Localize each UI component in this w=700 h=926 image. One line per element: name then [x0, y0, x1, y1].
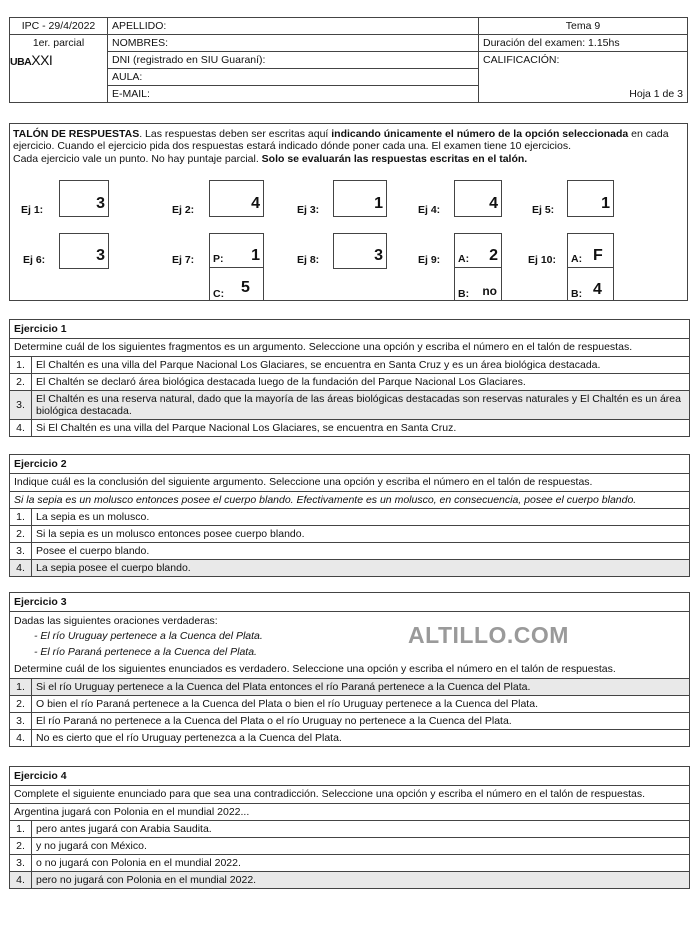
ej10-label: Ej 10:	[528, 254, 557, 266]
ej1-label: Ej 1:	[21, 204, 44, 216]
exercise-3-option-4[interactable]: 4. No es cierto que el río Uruguay pertenezca a la Cuenca del Plata.	[10, 730, 689, 746]
duracion-label: Duración del examen: 1.15hs	[479, 35, 688, 52]
exercise-2-option-4[interactable]: 4. La sepia posee el cuerpo blando.	[10, 560, 689, 576]
exam-header	[9, 17, 688, 103]
answer-sheet-instructions: TALÓN DE RESPUESTAS. Las respuestas deben ser escritas aquí indicando únicamente el número de la opción seleccionada en cada ejercicio. Cuando el ejercicio pida dos respuestas estará indicado dónde poner cada una. El examen tiene 10 ejercicios. Cada ejercicio vale un punto. No hay puntaje parcial. Solo se evaluarán las respuestas escritas en el talón.	[13, 128, 669, 165]
ej8-answer: 3	[374, 247, 383, 264]
ej10-b-answer-box[interactable]	[567, 267, 614, 301]
email-field[interactable]: E-MAIL:	[108, 86, 479, 103]
ej2-label: Ej 2:	[172, 204, 195, 216]
ej2-answer-box[interactable]	[209, 180, 264, 217]
apellido-field[interactable]: APELLIDO:	[108, 18, 479, 35]
ej4-label: Ej 4:	[418, 204, 441, 216]
ej3-answer: 1	[374, 195, 383, 212]
aula-field[interactable]: AULA:	[108, 69, 479, 86]
ej1-answer: 3	[96, 195, 105, 212]
exercise-1-prompt: Determine cuál de los siguientes fragmentos es un argumento. Seleccione una opción y escriba el número en el talón de respuestas.	[10, 339, 689, 357]
ej10-a-label: A:	[571, 253, 583, 265]
ej6-answer: 3	[96, 247, 105, 264]
ej3-answer-box[interactable]	[333, 180, 387, 217]
exercise-4-option-1[interactable]: 1. pero antes jugará con Arabia Saudita.	[10, 821, 689, 838]
dni-field[interactable]: DNI (registrado en SIU Guaraní):	[108, 52, 479, 69]
exercise-3-option-2[interactable]: 2. O bien el río Paraná pertenece a la Cuenca del Plata o bien el río Uruguay pertenece a la Cuenca del Plata.	[10, 696, 689, 713]
exercise-4-title: Ejercicio 4	[10, 767, 689, 786]
ej5-label: Ej 5:	[532, 204, 555, 216]
exercise-4	[9, 766, 690, 889]
exercise-3-prompt: Dadas las siguientes oraciones verdaderas:	[14, 615, 218, 627]
ej7-p-answer: 1	[251, 247, 260, 264]
answer-sheet	[9, 123, 688, 301]
exercise-3	[9, 592, 690, 747]
exercise-3-option-3[interactable]: 3. El río Paraná no pertenece a la Cuenca del Plata o el río Uruguay no pertenece a la Cuenca del Plata.	[10, 713, 689, 730]
altillo-watermark: ALTILLO.COM	[408, 622, 569, 648]
ej9-b-label: B:	[458, 288, 470, 300]
exercise-1	[9, 319, 690, 437]
calificacion-label: CALIFICACIÓN:	[479, 52, 688, 69]
ej2-answer: 4	[251, 195, 260, 212]
exercise-3-prompt-2: Determine cuál de los siguientes enunciados es verdadero. Seleccione una opción y escriba el número en el talón de respuestas.	[10, 661, 689, 679]
ej10-a-answer: F	[593, 247, 603, 264]
exercise-2-prompt: Indique cuál es la conclusión del siguiente argumento. Seleccione una opción y escriba el número en el talón de respuestas.	[10, 474, 689, 492]
exercise-4-option-2[interactable]: 2. y no jugará con México.	[10, 838, 689, 855]
ej10-a-answer-box[interactable]	[567, 233, 614, 269]
exercise-4-stem: Argentina jugará con Polonia en el mundial 2022...	[10, 804, 689, 822]
ej10-b-answer: 4	[593, 281, 602, 298]
ej1-answer-box[interactable]	[59, 180, 109, 217]
ej6-label: Ej 6:	[23, 254, 46, 266]
exercise-2-title: Ejercicio 2	[10, 455, 689, 474]
exercise-2-option-2[interactable]: 2. Si la sepia es un molusco entonces posee cuerpo blando.	[10, 526, 689, 543]
exercise-2-argument: Si la sepia es un molusco entonces posee el cuerpo blando. Efectivamente es un molusco, en consecuencia, posee el cuerpo blando.	[10, 492, 689, 510]
exercise-1-option-4[interactable]: 4. Si El Chaltén es una villa del Parque Nacional Los Glaciares, se encuentra en Santa Cruz.	[10, 420, 689, 436]
nombres-field[interactable]: NOMBRES:	[108, 35, 479, 52]
exercise-2	[9, 454, 690, 577]
exercise-4-option-3[interactable]: 3. o no jugará con Polonia en el mundial 2022.	[10, 855, 689, 872]
exercise-3-premise-2: - El río Paraná pertenece a la Cuenca del Plata.	[34, 646, 257, 658]
ej7-p-label: P:	[213, 253, 224, 265]
ej3-label: Ej 3:	[297, 204, 320, 216]
ej4-answer-box[interactable]	[454, 180, 502, 217]
ej9-a-label: A:	[458, 253, 470, 265]
ej7-c-label: C:	[213, 288, 225, 300]
ej8-answer-box[interactable]	[333, 233, 387, 269]
ej7-label: Ej 7:	[172, 254, 195, 266]
ej7-p-answer-box[interactable]	[209, 233, 264, 269]
exercise-1-option-1[interactable]: 1. El Chaltén es una villa del Parque Nacional Los Glaciares, se encuentra en Santa Cruz y es un área biológica destacada.	[10, 357, 689, 374]
exercise-3-option-1[interactable]: 1. Si el río Uruguay pertenece a la Cuenca del Plata entonces el río Paraná pertenece a la Cuenca del Plata.	[10, 679, 689, 696]
ej5-answer: 1	[601, 195, 610, 212]
exercise-1-option-2[interactable]: 2. El Chaltén se declaró área biológica destacada luego de la fundación del Parque Nacional Los Glaciares.	[10, 374, 689, 391]
hoja-label: Hoja 1 de 3	[479, 86, 688, 103]
exercise-4-option-4[interactable]: 4. pero no jugará con Polonia en el mundial 2022.	[10, 872, 689, 888]
ej6-answer-box[interactable]	[59, 233, 109, 269]
ej5-answer-box[interactable]	[567, 180, 614, 217]
ej7-c-answer: 5	[241, 279, 250, 296]
ej4-answer: 4	[489, 195, 498, 212]
ej7-c-answer-box[interactable]	[209, 267, 264, 301]
exercise-3-premise-1: - El río Uruguay pertenece a la Cuenca del Plata.	[34, 630, 263, 642]
exercise-3-title: Ejercicio 3	[10, 593, 689, 612]
ej9-b-answer: no	[482, 284, 497, 298]
ej10-b-label: B:	[571, 288, 583, 300]
exam-date: IPC - 29/4/2022	[10, 18, 108, 35]
exercise-2-option-3[interactable]: 3. Posee el cuerpo blando.	[10, 543, 689, 560]
exercise-4-prompt: Complete el siguiente enunciado para que sea una contradicción. Seleccione una opción y escriba el número en el talón de respuestas.	[10, 786, 689, 804]
ej9-b-answer-box[interactable]	[454, 267, 502, 301]
ej9-a-answer: 2	[489, 247, 498, 264]
ej9-a-answer-box[interactable]	[454, 233, 502, 269]
uba-xxi-logo: UBAXXI	[10, 52, 108, 69]
exercise-2-option-1[interactable]: 1. La sepia es un molusco.	[10, 509, 689, 526]
tema-label: Tema 9	[479, 18, 688, 35]
exercise-1-title: Ejercicio 1	[10, 320, 689, 339]
parcial-label: 1er. parcial	[10, 35, 108, 52]
exercise-1-option-3[interactable]: 3. El Chaltén es una reserva natural, dado que la mayoría de las áreas biológicas destacadas son reservas naturales y El Chaltén es un área biológica destacada.	[10, 391, 689, 420]
ej8-label: Ej 8:	[297, 254, 320, 266]
ej9-label: Ej 9:	[418, 254, 441, 266]
